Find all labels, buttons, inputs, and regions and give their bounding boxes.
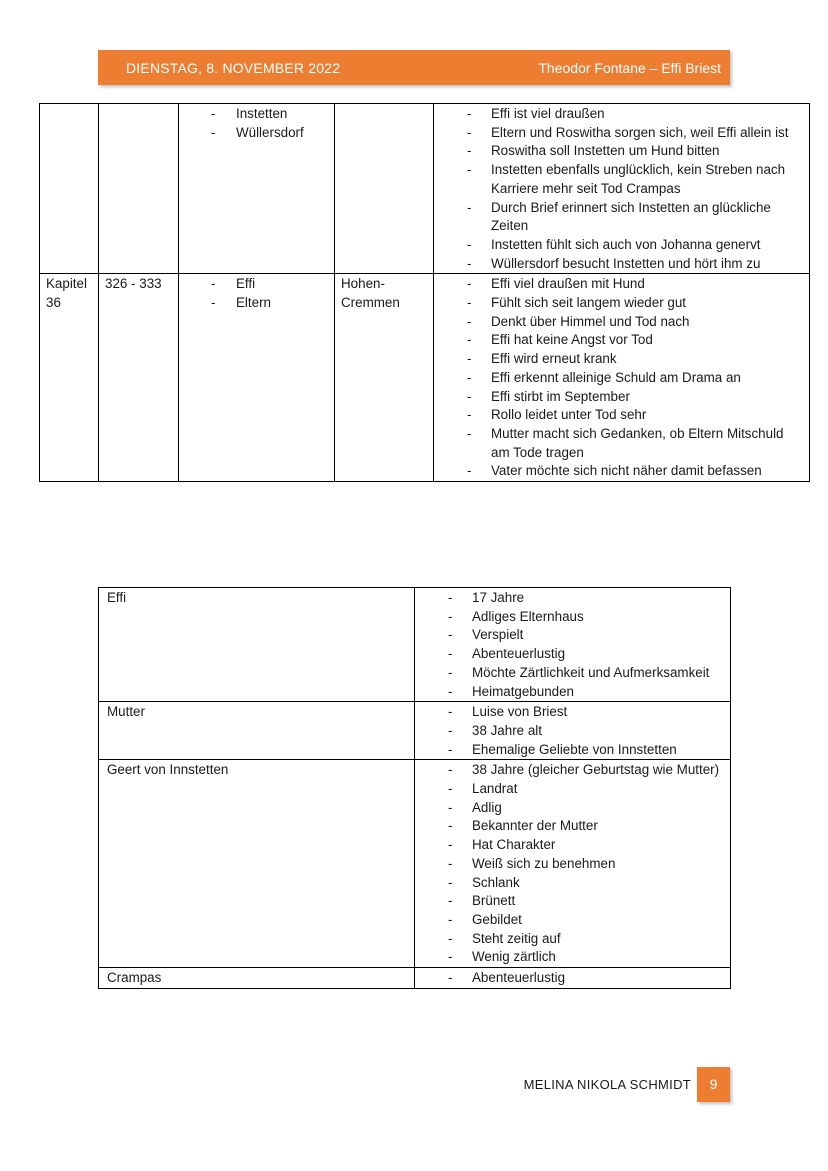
trait-item: - Weiß sich zu benehmen: [415, 855, 724, 874]
header-date: DIENSTAG, 8. NOVEMBER 2022: [126, 60, 341, 76]
trait-item: - Verspielt: [415, 626, 724, 645]
content-cell: [434, 104, 810, 274]
character-name: Geert von Innstetten: [99, 760, 415, 968]
content-cell: [434, 274, 810, 482]
trait-item: - Adlig: [415, 799, 724, 818]
content-item: - Instetten ebenfalls unglücklich, kein Streben nach Karriere mehr seit Tod Crampas: [434, 161, 805, 198]
content-item: - Fühlt sich seit langem wieder gut: [434, 294, 805, 313]
footer-author: MELINA NIKOLA SCHMIDT: [523, 1077, 691, 1092]
content-item: - Rollo leidet unter Tod sehr: [434, 406, 805, 425]
content-item: - Vater möchte sich nicht näher damit befassen: [434, 462, 805, 481]
trait-item: - Heimatgebunden: [415, 683, 724, 702]
character-name: Effi: [99, 588, 415, 702]
content-item: - Mutter macht sich Gedanken, ob Eltern Mitschuld am Tode tragen: [434, 425, 805, 462]
trait-item: - Adliges Elternhaus: [415, 608, 724, 627]
trait-item: - Brünett: [415, 892, 724, 911]
content-item: - Denkt über Himmel und Tod nach: [434, 313, 805, 332]
pages-cell: 326 - 333: [99, 274, 179, 482]
page-header: [98, 50, 730, 85]
chapter-table: [39, 103, 810, 482]
character-row: [99, 702, 731, 760]
chapter-cell: [40, 104, 99, 274]
content-item: - Roswitha soll Instetten um Hund bitten: [434, 142, 805, 161]
trait-item: - Gebildet: [415, 911, 724, 930]
characters-table: [98, 587, 731, 989]
content-item: - Effi viel draußen mit Hund: [434, 275, 805, 294]
content-item: - Effi wird erneut krank: [434, 350, 805, 369]
trait-item: - 38 Jahre (gleicher Geburtstag wie Mutter): [415, 761, 724, 780]
character-row: [99, 588, 731, 702]
content-item: - Eltern und Roswitha sorgen sich, weil Effi allein ist: [434, 124, 805, 143]
chapter-row: [40, 104, 810, 274]
trait-item: - Schlank: [415, 874, 724, 893]
content-item: - Durch Brief erinnert sich Instetten an glückliche Zeiten: [434, 199, 805, 236]
chapter-cell: Kapitel 36: [40, 274, 99, 482]
character-traits: [415, 588, 731, 702]
content-item: - Effi erkennt alleinige Schuld am Drama an: [434, 369, 805, 388]
character-traits: [415, 702, 731, 760]
content-item: - Instetten fühlt sich auch von Johanna genervt: [434, 236, 805, 255]
page-number: 9: [697, 1067, 730, 1102]
trait-item: - Wenig zärtlich: [415, 948, 724, 967]
chapter-row: [40, 274, 810, 482]
character-name: Crampas: [99, 968, 415, 989]
person-item: - Wüllersdorf: [184, 124, 328, 143]
persons-cell: [179, 104, 335, 274]
person-item: - Effi: [184, 275, 328, 294]
place-cell: [335, 104, 434, 274]
character-traits: [415, 968, 731, 989]
content-item: - Effi ist viel draußen: [434, 105, 805, 124]
trait-item: - Bekannter der Mutter: [415, 817, 724, 836]
trait-item: - 17 Jahre: [415, 589, 724, 608]
pages-cell: [99, 104, 179, 274]
trait-item: - Möchte Zärtlichkeit und Aufmerksamkeit: [415, 664, 724, 683]
place-cell: Hohen-Cremmen: [335, 274, 434, 482]
person-item: - Instetten: [184, 105, 328, 124]
trait-item: - Abenteuerlustig: [415, 969, 724, 988]
trait-item: - Hat Charakter: [415, 836, 724, 855]
header-title: Theodor Fontane – Effi Briest: [538, 60, 721, 76]
trait-item: - Ehemalige Geliebte von Innstetten: [415, 741, 724, 760]
trait-item: - Steht zeitig auf: [415, 930, 724, 949]
trait-item: - Landrat: [415, 780, 724, 799]
character-name: Mutter: [99, 702, 415, 760]
trait-item: - Luise von Briest: [415, 703, 724, 722]
persons-cell: [179, 274, 335, 482]
trait-item: - Abenteuerlustig: [415, 645, 724, 664]
content-item: - Wüllersdorf besucht Instetten und hört ihm zu: [434, 255, 805, 274]
character-row: [99, 760, 731, 968]
character-row: [99, 968, 731, 989]
content-item: - Effi stirbt im September: [434, 388, 805, 407]
trait-item: - 38 Jahre alt: [415, 722, 724, 741]
character-traits: [415, 760, 731, 968]
person-item: - Eltern: [184, 294, 328, 313]
content-item: - Effi hat keine Angst vor Tod: [434, 331, 805, 350]
